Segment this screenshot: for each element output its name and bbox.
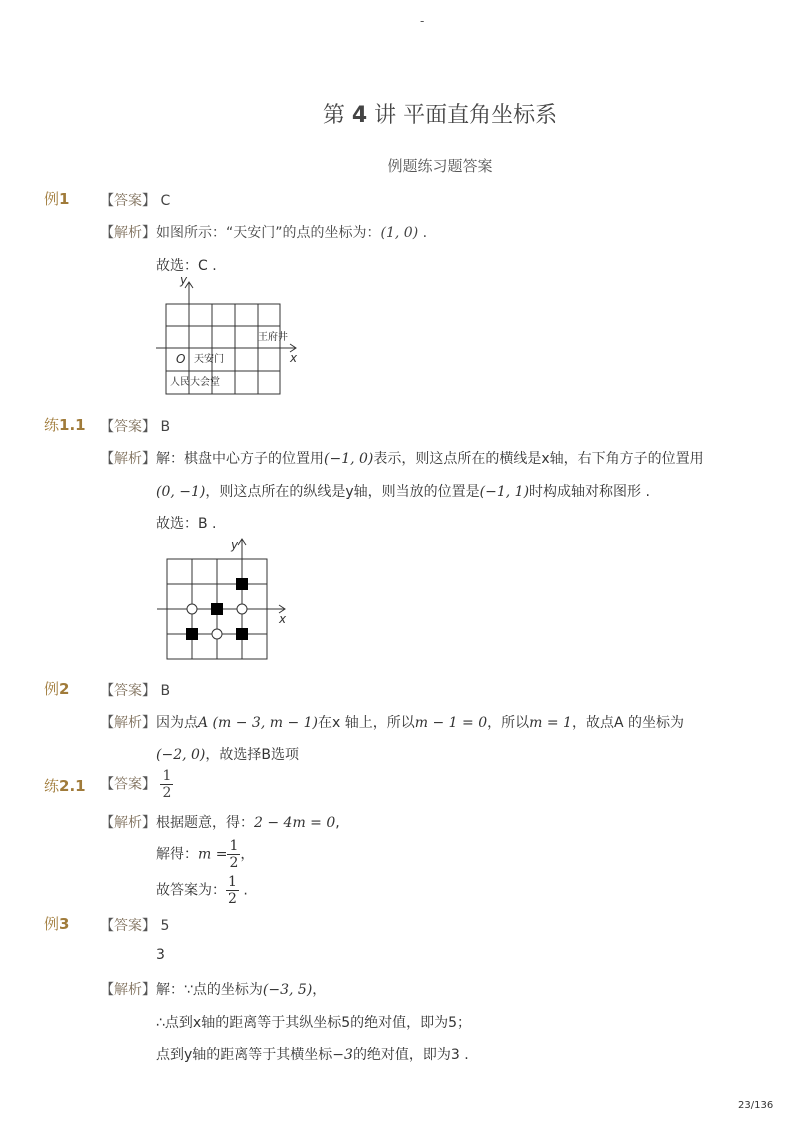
black-piece — [236, 628, 248, 640]
example-1-number: 例1 — [44, 190, 70, 208]
practice-2-1-analysis-line2: 解得：m = $\frac{1}{2}$ ， — [156, 838, 255, 871]
map-y-label: y — [180, 273, 188, 287]
black-piece — [211, 603, 223, 615]
example-3-analysis-line2: ∴点到x轴的距离等于其纵坐标5的绝对值，即为5； — [156, 1015, 472, 1031]
map-wangfujing-label: 王府井 — [258, 332, 288, 343]
example-3-answer: 【答案】 5 — [100, 918, 170, 934]
page-subtitle: 例题练习题答案 — [387, 157, 493, 175]
practice-2-1-number: 练2.1 — [44, 777, 86, 795]
example-3-analysis-line1: 【解析】解：∵点的坐标为(−3, 5)， — [100, 982, 327, 998]
map-renmin-label: 人民大会堂 — [170, 377, 220, 388]
example-3-analysis-line3: 点到y轴的距离等于其横坐标−3的绝对值，即为3 . — [156, 1047, 469, 1063]
example-1-choice: 故选：C . — [156, 258, 217, 274]
white-piece — [237, 604, 247, 614]
example-2-analysis-line2: (−2, 0)，故选择B选项 — [156, 747, 299, 763]
practice-1-1-analysis-line1: 【解析】解：棋盘中心方子的位置用(−1, 0)表示，则这点所在的横线是x轴，右下角方子的位置用 — [100, 451, 704, 467]
example-1-analysis: 【解析】如图所示：“天安门”的点的坐标为：(1, 0) . — [100, 225, 428, 241]
practice-1-1-answer: 【答案】 B — [100, 419, 171, 435]
example-3-answer-2: 3 — [156, 947, 165, 963]
header-dash: - — [420, 14, 425, 28]
map-x-label: x — [290, 351, 298, 365]
black-piece — [186, 628, 198, 640]
example-2-answer: 【答案】 B — [100, 683, 171, 699]
page-number: 23/136 — [738, 1100, 774, 1111]
practice-1-1-board-figure — [155, 535, 295, 667]
practice-1-1-analysis-line2: (0, −1)，则这点所在的纵线是y轴，则当放的位置是(−1, 1)时构成轴对称图形 . — [156, 484, 650, 500]
map-tiananmen-label: 天安门 — [194, 354, 224, 365]
white-piece — [187, 604, 197, 614]
board-y-label: y — [231, 538, 239, 552]
practice-1-1-choice: 故选：B . — [156, 516, 217, 532]
practice-1-1-number: 练1.1 — [44, 416, 86, 434]
example-1-answer: 【答案】 C — [100, 193, 171, 209]
map-origin-label: O — [176, 352, 186, 366]
example-2-analysis-line1: 【解析】因为点A (m − 3, m − 1)在x 轴上，所以m − 1 = 0，所以m = 1，故点A 的坐标为 — [100, 715, 684, 731]
page-title: 第 4 讲 平面直角坐标系 — [322, 103, 558, 128]
practice-2-1-analysis-line1: 【解析】根据题意，得：2 − 4m = 0, — [100, 815, 340, 831]
practice-2-1-answer: 【答案】 $\frac{1}{2}$ — [100, 768, 172, 801]
example-2-number: 例2 — [44, 680, 70, 698]
example-1-map-figure — [150, 272, 310, 400]
example-3-number: 例3 — [44, 915, 70, 933]
practice-2-1-analysis-line3: 故答案为： $\frac{1}{2}$ . — [156, 874, 248, 907]
white-piece — [212, 629, 222, 639]
black-piece — [236, 578, 248, 590]
board-x-label: x — [279, 612, 287, 626]
